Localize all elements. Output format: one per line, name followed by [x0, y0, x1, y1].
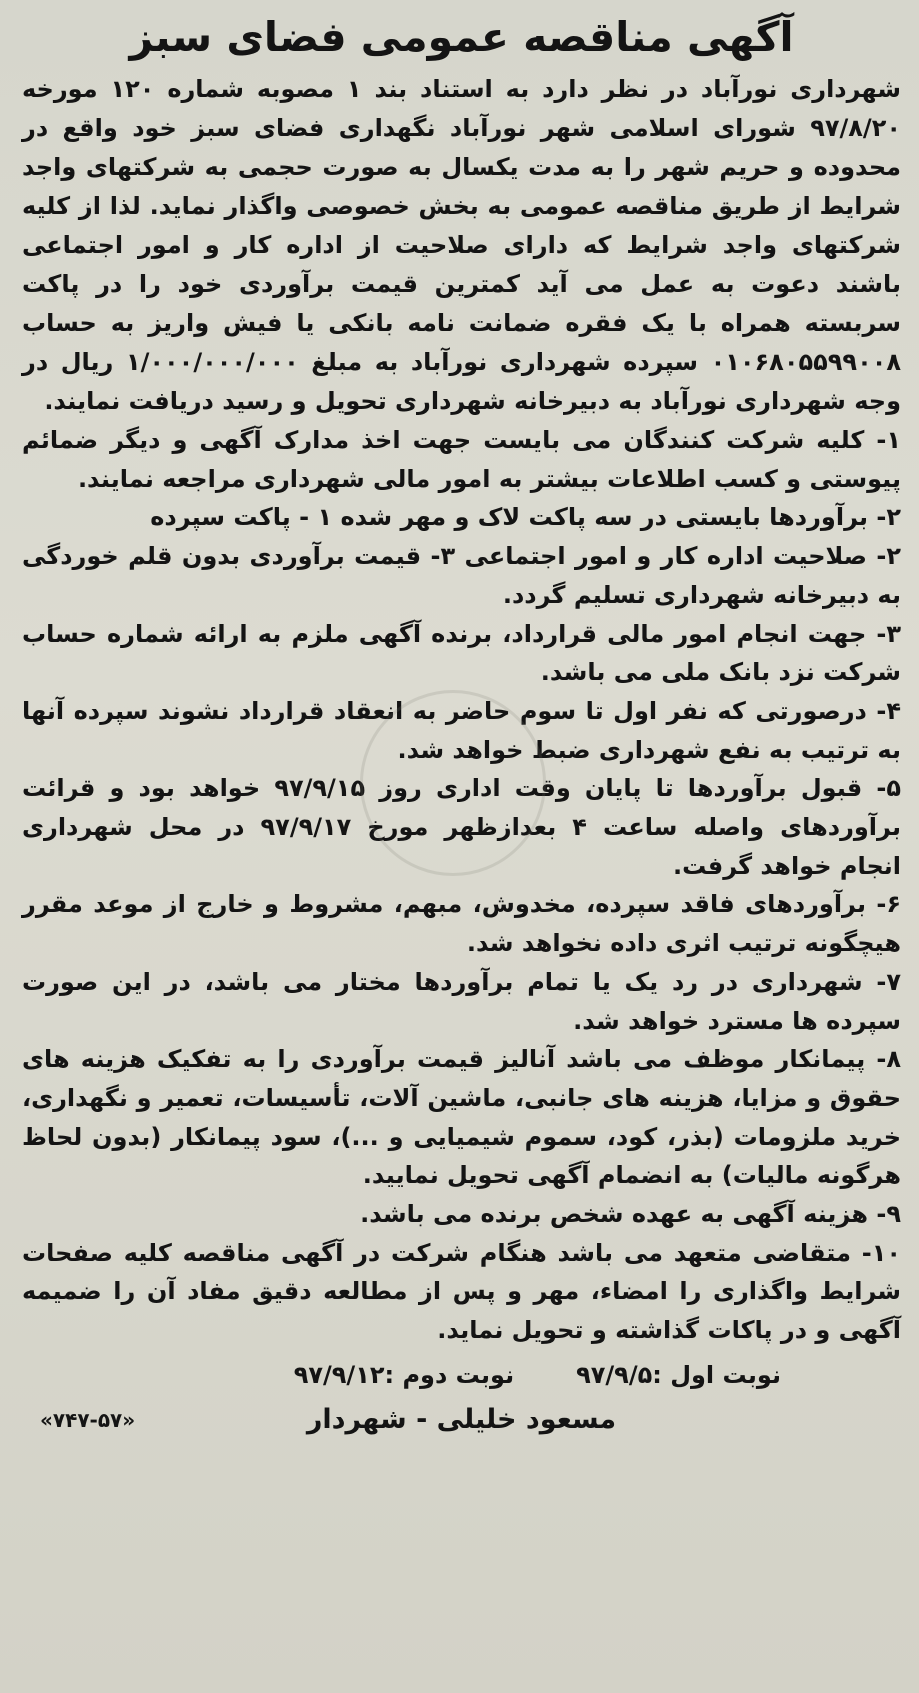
intro-paragraph: شهرداری نورآباد در نظر دارد به استناد بند ۱ مصوبه شماره ۱۲۰ مورخه ۹۷/۸/۲۰ شورای اسلامی شهر نورآباد نگهداری فضای سبز خود واقع در محدوده و حریم شهر را به مدت یکسال به صورت حجمی به شرکتهای واجد شرایط از طریق مناقصه عمومی به بخش خصوصی واگذار نماید. لذا از کلیه شرکتهای واجد شرایط که دارای صلاحیت از اداره کار و امور اجتماعی باشند دعوت به عمل می آید کمترین قیمت برآوردی خود را در پاکت سربسته همراه با یک فقره ضمانت نامه بانکی یا فیش واریز به حساب ۰۱۰۶۸۰۵۵۹۹۰۰۸ سپرده شهرداری نورآباد به مبلغ ۱/۰۰۰/۰۰۰/۰۰۰ ریال در وجه شهرداری نورآباد به دبیرخانه شهرداری تحویل و رسید دریافت نمایند.: [22, 75, 902, 415]
condition-item: ۹- هزینه آگهی به عهده شخص برنده می باشد.: [360, 1200, 901, 1229]
condition-item: ۳- جهت انجام امور مالی قرارداد، برنده آگهی ملزم به ارائه شماره حساب شرکت نزد بانک ملی می باشد.: [22, 619, 901, 687]
condition-item: ۲- برآوردها بایستی در سه پاکت لاک و مهر شده ۱ - پاکت سپرده: [150, 503, 901, 532]
second-publication: نوبت دوم :۹۷/۹/۱۲: [293, 1360, 515, 1389]
notice-code: «۷۴۷-۵۷»: [40, 1407, 136, 1432]
notice-title: آگهی مناقصه عمومی فضای سبز: [129, 13, 794, 61]
condition-item: ۶- برآوردهای فاقد سپرده، مخدوش، مبهم، مشروط و خارج از موعد مقرر هیچگونه ترتیب اثری داده نخواهد شد.: [22, 890, 901, 958]
notice-footer: [22, 1398, 901, 1442]
condition-item: ۱۰- متقاضی متعهد می باشد هنگام شرکت در آگهی مناقصه کلیه صفحات شرایط واگذاری را امضاء، مهر و پس از مطالعه دقیق مفاد آن را ضمیمه آگهی و در پاکات گذاشته و تحویل نماید.: [22, 1238, 901, 1345]
mayor-signature: مسعود خلیلی - شهردار: [306, 1403, 617, 1435]
condition-item: ۴- درصورتی که نفر اول تا سوم حاضر به انعقاد قرارداد نشوند سپرده آنها به ترتیب به نفع شهرداری ضبط خواهد شد.: [22, 696, 901, 764]
publication-schedule: [22, 1356, 901, 1394]
conditions-list: [22, 421, 901, 1350]
condition-item: ۲- صلاحیت اداره کار و امور اجتماعی ۳- قیمت برآوردی بدون قلم خوردگی به دبیرخانه شهرداری تسلیم گردد.: [22, 542, 901, 609]
condition-item: ۷- شهرداری در رد یک یا تمام برآوردها مختار می باشد، در این صورت سپرده ها مسترد خواهد شد.: [22, 967, 901, 1035]
condition-item: ۸- پیمانکار موظف می باشد آنالیز قیمت برآوردی را به تفکیک هزینه های حقوق و مزایا، هزینه های جانبی، ماشین آلات، تأسیسات، تعمیر و نگهداری، خرید ملزومات (بذر، کود، سموم شیمیایی و ...)، سود پیمانکار (بدون لحاظ هرگونه مالیات) به انضمام آگهی تحویل نمایید.: [22, 1045, 901, 1190]
condition-item: ۱- کلیه شرکت کنندگان می بایست جهت اخذ مدارک آگهی و دیگر ضمائم پیوستی و کسب اطلاعات بیشتر به امور مالی شهرداری مراجعه نمایند.: [22, 426, 901, 493]
condition-item: ۵- قبول برآوردها تا پایان وقت اداری روز ۹۷/۹/۱۵ خواهد بود و قرائت برآوردهای واصله ساعت ۴ بعدازظهر مورخ ۹۷/۹/۱۷ در محل شهرداری انجام خواهد گرفت.: [22, 774, 901, 880]
first-publication: نوبت اول :۹۷/۹/۵: [576, 1360, 781, 1389]
